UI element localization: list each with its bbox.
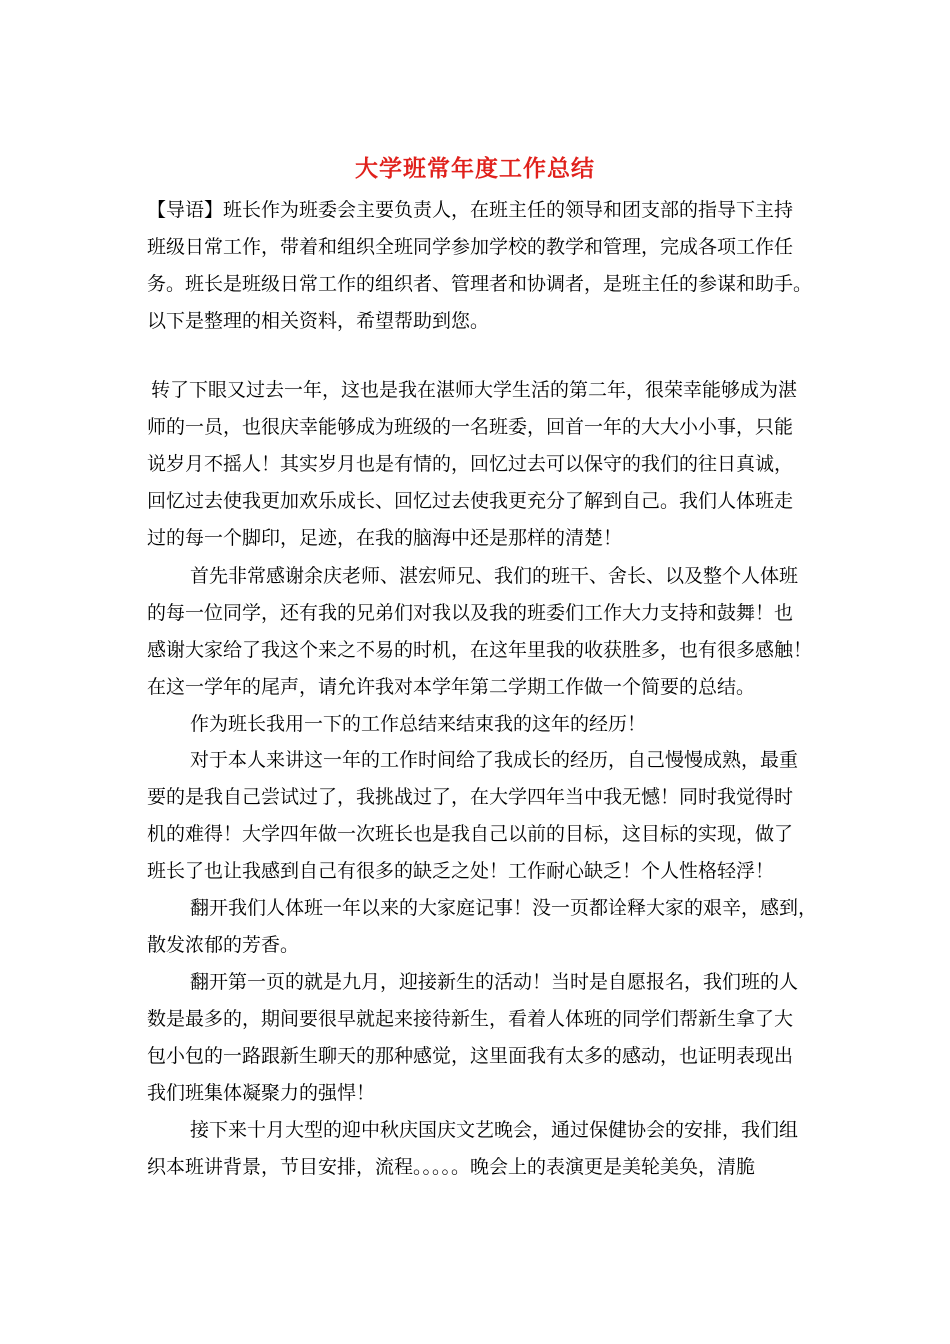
paragraph-line: 翻开第一页的就是九月，迎接新生的活动！当时是自愿报名，我们班的人 bbox=[190, 971, 799, 993]
paragraph-line: 我们班集体凝聚力的强悍！ bbox=[147, 1082, 376, 1104]
paragraph-line: 以下是整理的相关资料，希望帮助到您。 bbox=[147, 310, 490, 332]
paragraph-line: 翻开我们人体班一年以来的大家庭记事！没一页都诠释大家的艰辛，感到， bbox=[190, 897, 818, 919]
paragraph-line: 散发浓郁的芳香。 bbox=[147, 934, 300, 956]
paragraph-line: 务。班长是班级日常工作的组织者、管理者和协调者，是班主任的参谋和助手。 bbox=[147, 273, 813, 295]
paragraph-line: 要的是我自己尝试过了，我挑战过了，在大学四年当中我无憾！同时我觉得时 bbox=[147, 786, 794, 808]
paragraph-line: 说岁月不摇人！其实岁月也是有情的，回忆过去可以保守的我们的往日真诚， bbox=[147, 453, 794, 475]
paragraph-line: 师的一员，也很庆幸能够成为班级的一名班委，回首一年的大大小小事，只能 bbox=[147, 416, 794, 438]
paragraph-line: 的每一位同学，还有我的兄弟们对我以及我的班委们工作大力支持和鼓舞！也 bbox=[147, 602, 794, 624]
paragraph-line: 首先非常感谢余庆老师、湛宏师兄、我们的班干、舍长、以及整个人体班 bbox=[190, 565, 799, 587]
paragraph-line: 过的每一个脚印，足迹，在我的脑海中还是那样的清楚！ bbox=[147, 527, 623, 549]
paragraph-line: 班级日常工作，带着和组织全班同学参加学校的教学和管理，完成各项工作任 bbox=[147, 236, 794, 258]
paragraph-line: 包小包的一路跟新生聊天的那种感觉，这里面我有太多的感动，也证明表现出 bbox=[147, 1045, 794, 1067]
paragraph-line: 转了下眼又过去一年，这也是我在湛师大学生活的第二年，很荣幸能够成为湛 bbox=[151, 379, 798, 401]
paragraph-line: 对于本人来讲这一年的工作时间给了我成长的经历，自己慢慢成熟，最重 bbox=[190, 749, 799, 771]
paragraph-line: 接下来十月大型的迎中秋庆国庆文艺晚会，通过保健协会的安排，我们组 bbox=[190, 1119, 799, 1141]
paragraph-line: 作为班长我用一下的工作总结来结束我的这年的经历！ bbox=[190, 713, 647, 735]
paragraph-line: 数是最多的，期间要很早就起来接待新生，看着人体班的同学们帮新生拿了大 bbox=[147, 1008, 794, 1030]
paragraph-line: 班长了也让我感到自己有很多的缺乏之处！工作耐心缺乏！个人性格轻浮！ bbox=[147, 860, 775, 882]
document-title: 大学班常年度工作总结 bbox=[355, 155, 595, 182]
paragraph-line: 在这一学年的尾声，请允许我对本学年第二学期工作做一个简要的总结。 bbox=[147, 676, 756, 698]
paragraph-line: 机的难得！大学四年做一次班长也是我自己以前的目标，这目标的实现，做了 bbox=[147, 823, 794, 845]
paragraph-line: 回忆过去使我更加欢乐成长、回忆过去使我更充分了解到自己。我们人体班走 bbox=[147, 490, 794, 512]
paragraph-line: 织本班讲背景，节目安排，流程。。。。。晚会上的表演更是美轮美奂，清脆 bbox=[147, 1156, 756, 1178]
paragraph-line: 感谢大家给了我这个来之不易的时机，在这年里我的收获胜多，也有很多感触！ bbox=[147, 639, 813, 661]
paragraph-line: 【导语】班长作为班委会主要负责人，在班主任的领导和团支部的指导下主持 bbox=[147, 199, 794, 221]
